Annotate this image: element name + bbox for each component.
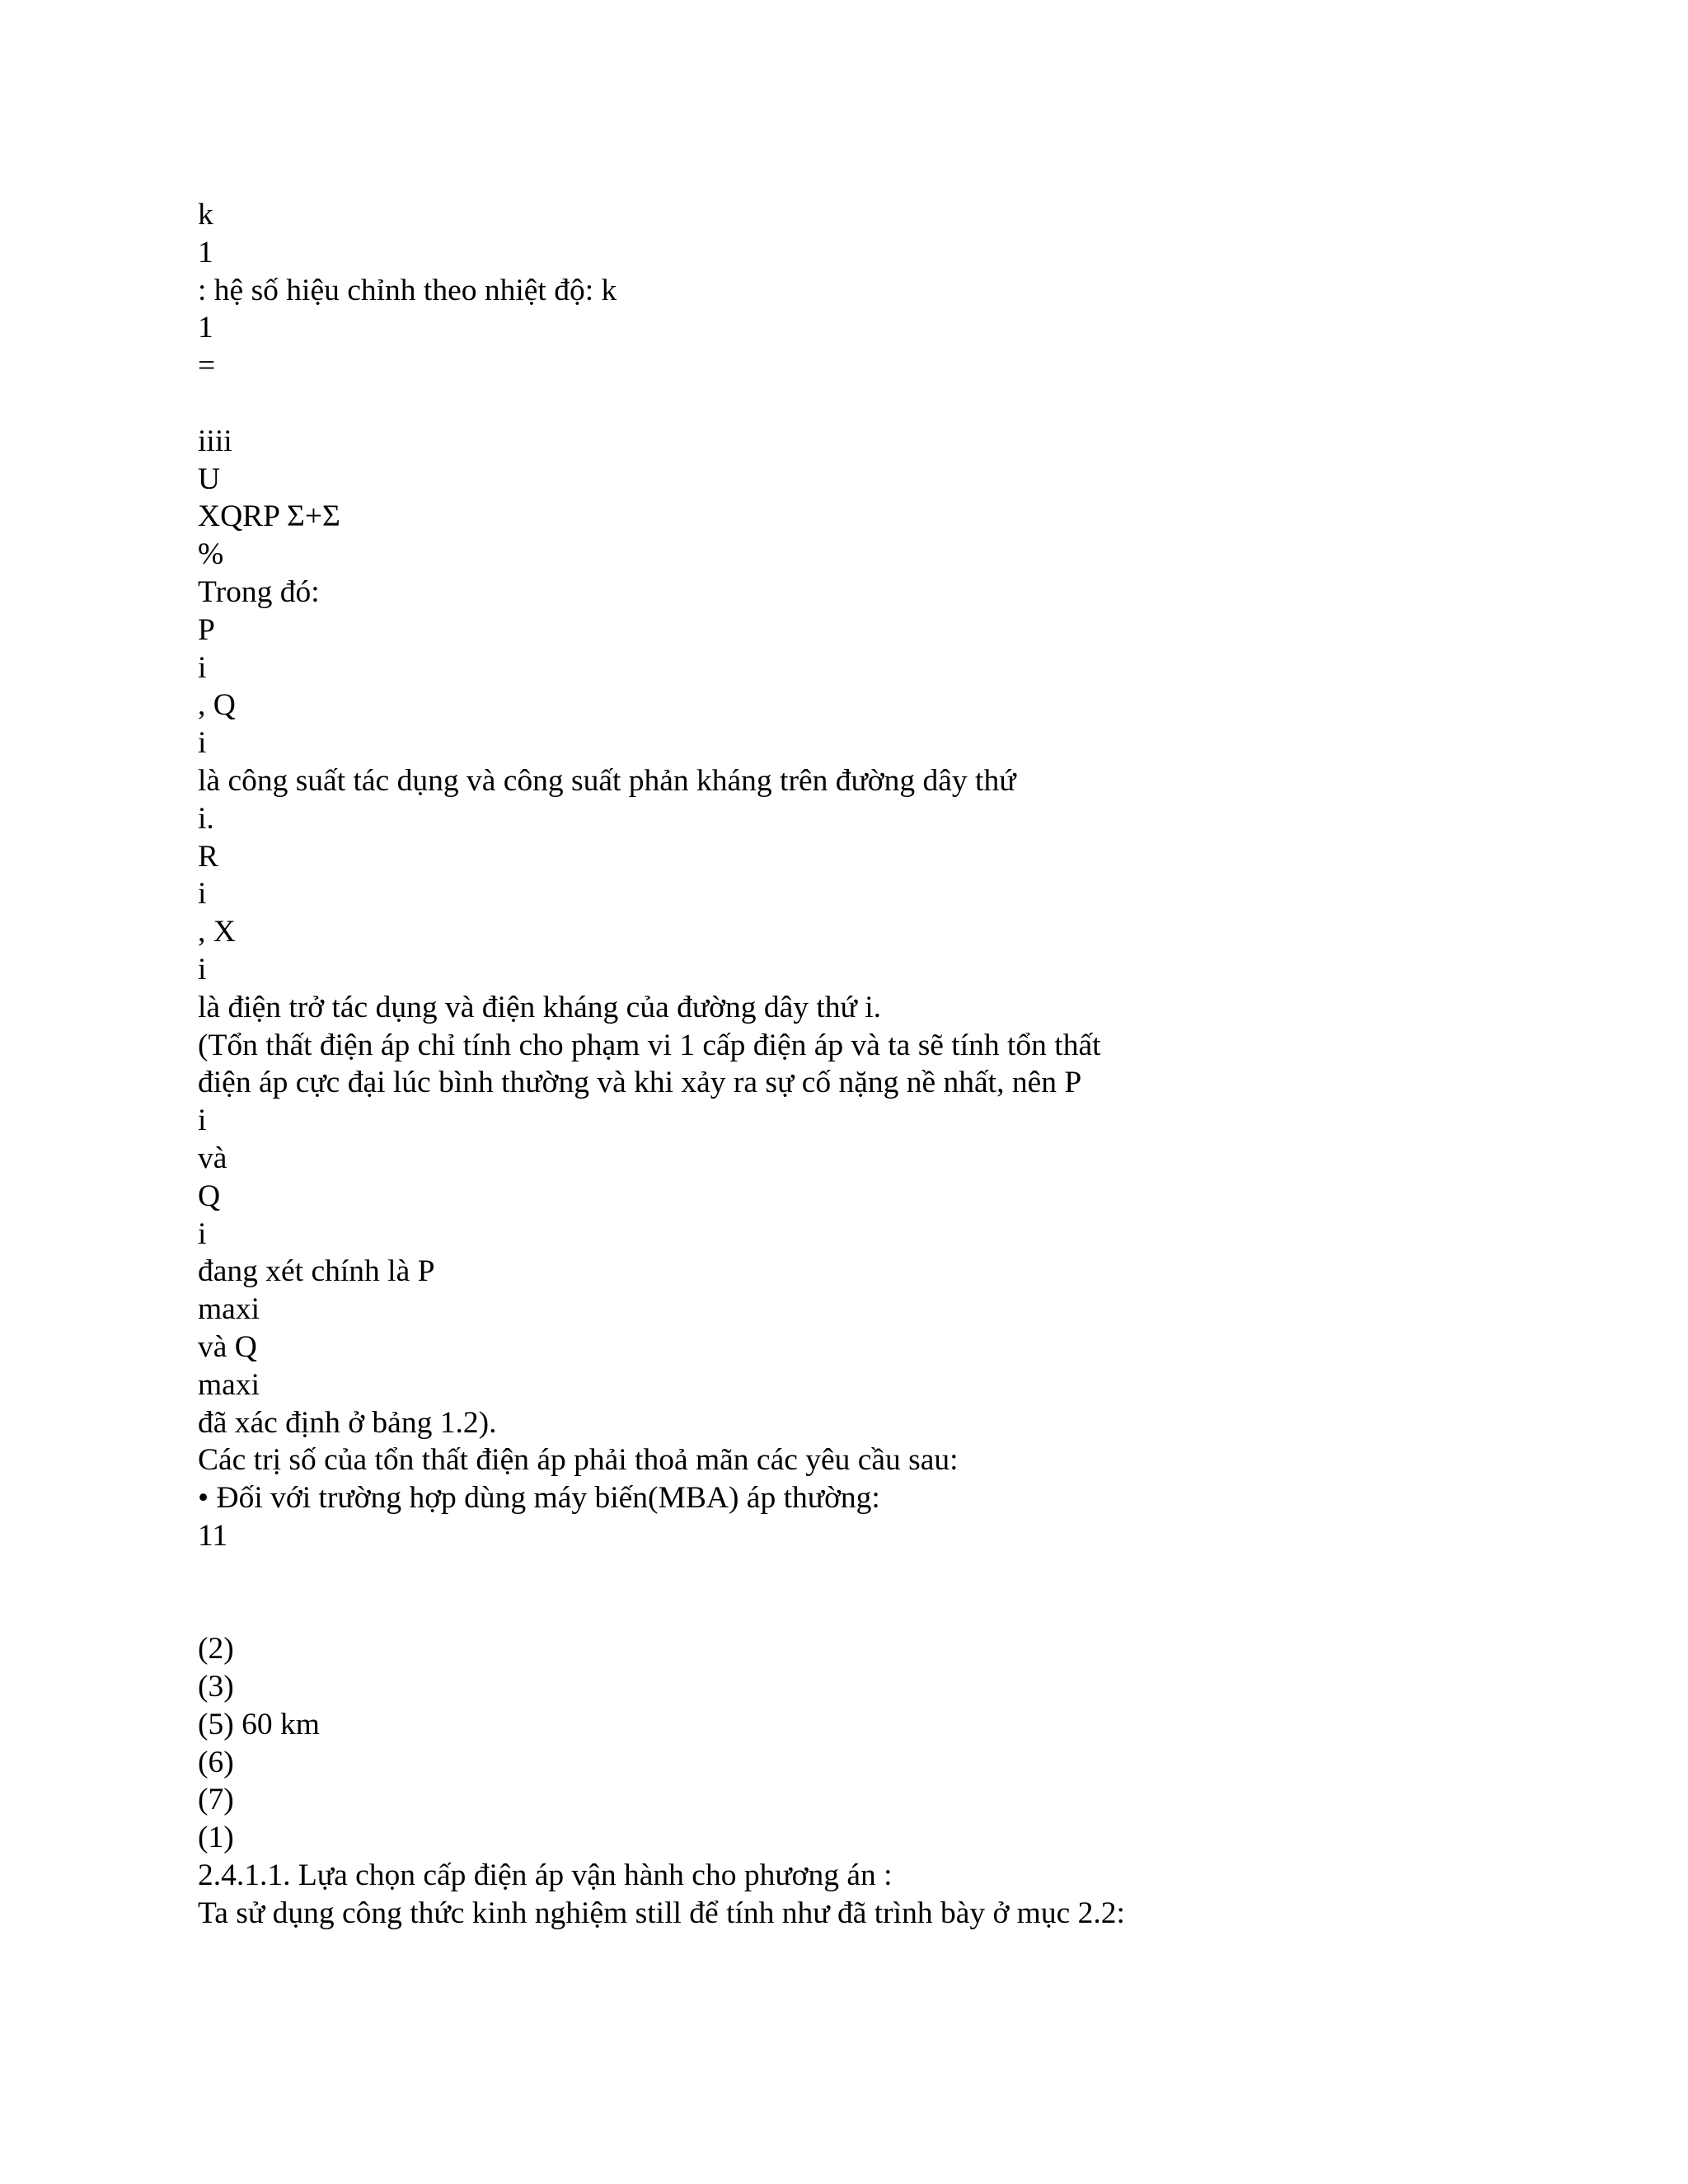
text-line: • Đối với trường hợp dùng máy biến(MBA) áp thường: — [198, 1481, 880, 1516]
text-line: Q — [198, 1179, 221, 1213]
text-line: i — [198, 726, 207, 761]
text-line: (6) — [198, 1745, 234, 1779]
text-line: (2) — [198, 1632, 234, 1666]
text-line: , Q — [198, 688, 236, 723]
text-line: i — [198, 650, 207, 685]
text-line: i — [198, 1104, 207, 1138]
text-line: maxi — [198, 1367, 260, 1402]
text-line: i — [198, 952, 207, 987]
text-line: và — [198, 1141, 227, 1175]
text-line: điện áp cực đại lúc bình thường và khi xảy ra sự cố nặng nề nhất, nên P — [198, 1066, 1082, 1100]
text-line: iiii — [198, 424, 232, 458]
text-line: maxi — [198, 1292, 260, 1327]
text-line: i — [198, 1216, 207, 1251]
text-line: k — [198, 198, 213, 232]
text-line: đã xác định ở bảng 1.2). — [198, 1405, 497, 1440]
text-line: 1 — [198, 235, 213, 269]
text-line: 11 — [198, 1518, 228, 1553]
text-line: (Tổn thất điện áp chỉ tính cho phạm vi 1 cấp điện áp và ta sẽ tính tổn thất — [198, 1028, 1101, 1062]
text-line: (5) 60 km — [198, 1707, 320, 1741]
text-line: : hệ số hiệu chỉnh theo nhiệt độ: k — [198, 273, 617, 307]
text-line: Các trị số của tổn thất điện áp phải thoả mãn các yêu cầu sau: — [198, 1443, 959, 1478]
text-line: 1 — [198, 311, 213, 345]
text-line: đang xét chính là P — [198, 1254, 435, 1289]
text-line: là điện trở tác dụng và điện kháng của đường dây thứ i. — [198, 990, 882, 1024]
text-line: i — [198, 877, 207, 912]
blank-space — [198, 1555, 1599, 1631]
text-line: i. — [198, 801, 214, 836]
text-line: Trong đó: — [198, 574, 320, 609]
text-line: là công suất tác dụng và công suất phản kháng trên đường dây thứ — [198, 763, 1016, 798]
text-line: và Q — [198, 1329, 257, 1364]
text-line: P — [198, 612, 215, 647]
text-line: Ta sử dụng công thức kinh nghiệm still để tính như đã trình bày ở mục 2.2: — [198, 1896, 1125, 1930]
text-line: % — [198, 537, 224, 572]
text-line: XQRP Σ+Σ — [198, 499, 340, 534]
text-line: (7) — [198, 1783, 234, 1817]
document-text — [198, 196, 1599, 1933]
text-line: , X — [198, 915, 236, 949]
text-line: (3) — [198, 1670, 234, 1704]
text-line: 2.4.1.1. Lựa chọn cấp điện áp vận hành cho phương án : — [198, 1858, 893, 1893]
text-line: U — [198, 462, 221, 496]
blank-space — [198, 385, 1599, 423]
text-line: = — [198, 349, 216, 383]
text-line: (1) — [198, 1821, 234, 1855]
text-line: R — [198, 839, 219, 874]
